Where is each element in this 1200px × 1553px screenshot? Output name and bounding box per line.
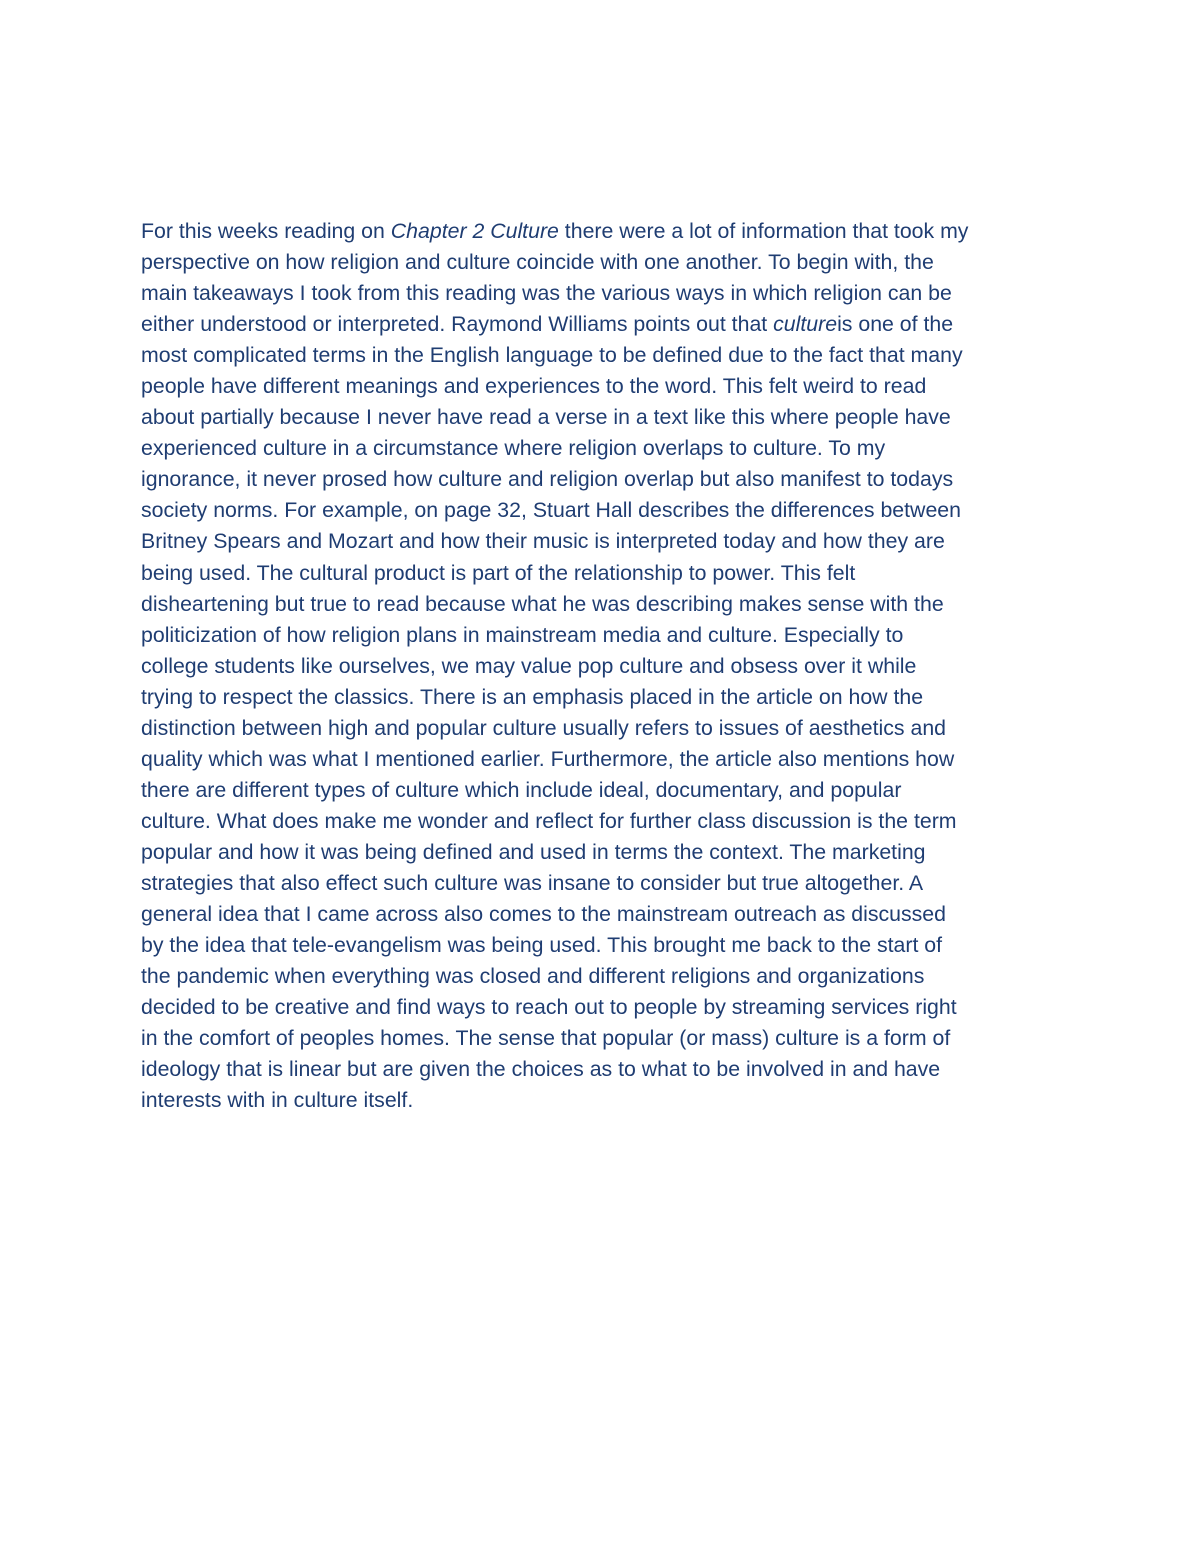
text-line [141,651,1081,682]
text-line [141,433,1081,464]
text-run: popular and how it was being defined and used in terms the context. The marketing [141,839,926,864]
text-run: interests with in culture itself. [141,1088,414,1113]
text-run: is one of the [837,312,954,337]
text-run: in the comfort of peoples homes. The sense that popular (or mass) culture is a form of [141,1026,951,1051]
text-line [141,558,1081,589]
text-run: strategies that also effect such culture was insane to consider but true altogether. A [141,870,924,895]
text-run: Britney Spears and Mozart and how their music is interpreted today and how they are [141,529,945,554]
text-run: ideology that is linear but are given the choices as to what to be involved in and have [141,1057,941,1082]
text-line [141,340,1081,371]
text-line [141,930,1081,961]
text-line [141,1023,1081,1054]
text-line [141,1085,1081,1116]
text-line [141,868,1081,899]
text-line [141,992,1081,1023]
text-run: For this weeks reading on [141,219,391,243]
text-line [141,837,1081,868]
text-run: main takeaways I took from this reading was the various ways in which religion can be [141,281,952,306]
text-run: society norms. For example, on page 32, Stuart Hall describes the differences between [141,498,961,523]
text-run: politicization of how religion plans in mainstream media and culture. Especially to [141,622,904,647]
text-run: trying to respect the classics. There is an emphasis placed in the article on how the [141,684,924,709]
text-run: perspective on how religion and culture coincide with one another. To begin with, the [141,250,934,275]
text-line [141,495,1081,526]
body-paragraph [141,216,1081,1116]
text-run: college students like ourselves, we may value pop culture and obsess over it while [141,653,917,678]
text-run: being used. The cultural product is part of the relationship to power. This felt [141,560,856,585]
text-line [141,775,1081,806]
text-run: general idea that I came across also comes to the mainstream outreach as discussed [141,902,946,927]
text-line [141,371,1081,402]
text-run: there were a lot of information that took my [558,219,969,243]
text-run: by the idea that tele-evangelism was being used. This brought me back to the start of [141,933,943,958]
text-run: disheartening but true to read because what he was describing makes sense with the [141,591,944,616]
text-run: people have different meanings and experiences to the word. This felt weird to read [141,374,927,399]
text-line [141,526,1081,557]
italic-text: culture [773,312,838,337]
text-run: distinction between high and popular culture usually refers to issues of aesthetics and [141,715,947,740]
text-line [141,961,1081,992]
text-line [141,620,1081,651]
text-run: the pandemic when everything was closed and different religions and organizations [141,964,925,989]
text-line [141,402,1081,433]
text-line [141,216,1081,247]
text-line [141,682,1081,713]
text-run: there are different types of culture which include ideal, documentary, and popular [141,777,902,802]
text-line [141,309,1081,340]
italic-text: Chapter 2 Culture [390,219,559,243]
text-run: either understood or interpreted. Raymond Williams points out that [141,312,774,337]
text-run: culture. What does make me wonder and reflect for further class discussion is the term [141,808,957,833]
text-run: decided to be creative and find ways to reach out to people by streaming services right [141,995,957,1020]
text-line [141,589,1081,620]
text-run: quality which was what I mentioned earlier. Furthermore, the article also mentions how [141,746,955,771]
text-run: about partially because I never have read a verse in a text like this where people have [141,405,951,430]
text-line [141,1054,1081,1085]
text-line [141,464,1081,495]
text-line [141,247,1081,278]
text-run: ignorance, it never prosed how culture and religion overlap but also manifest to todays [141,467,954,492]
text-line [141,278,1081,309]
text-run: most complicated terms in the English language to be defined due to the fact that many [141,343,963,368]
text-line [141,744,1081,775]
text-line [141,899,1081,930]
text-line [141,806,1081,837]
text-run: experienced culture in a circumstance where religion overlaps to culture. To my [141,436,886,461]
text-line [141,713,1081,744]
